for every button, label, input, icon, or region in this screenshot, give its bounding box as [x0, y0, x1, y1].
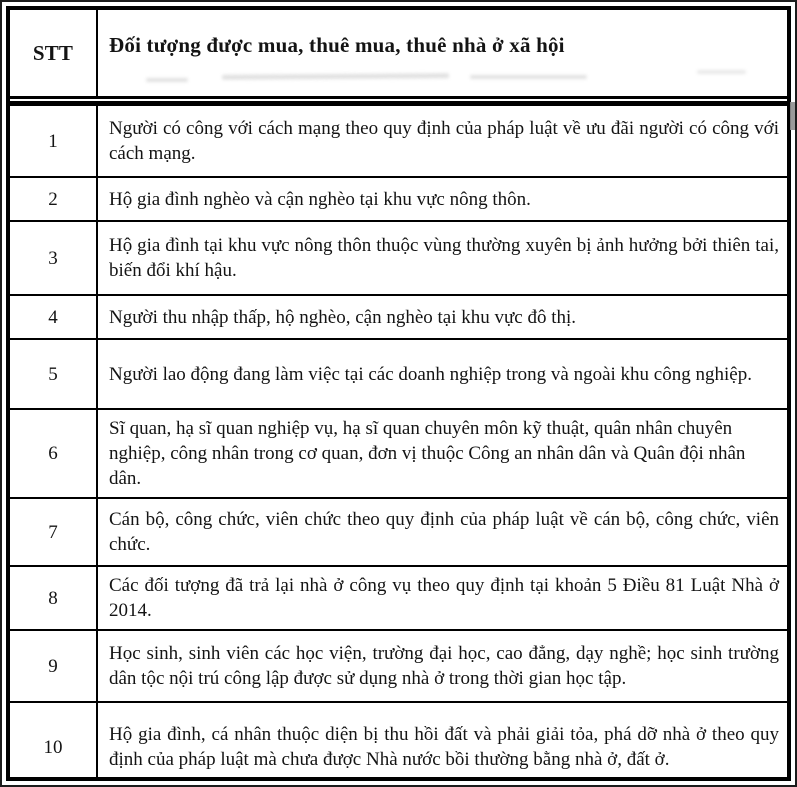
table-row [10, 294, 787, 338]
row-subject-text: Cán bộ, công chức, viên chức theo quy định của pháp luật về cán bộ, công chức, viên chức. [109, 509, 779, 555]
row-subject-cell [98, 567, 787, 629]
table-row [10, 176, 787, 220]
row-subject-text: Hộ gia đình nghèo và cận nghèo tại khu vực nông thôn. [109, 188, 531, 210]
header-stt-label: STT [32, 40, 74, 65]
table-row [10, 701, 787, 781]
row-number-cell [10, 410, 98, 497]
row-subject-cell [98, 296, 787, 338]
scan-artifact-notch [790, 102, 795, 130]
row-subject-text: Các đối tượng đã trả lại nhà ở công vụ theo quy định tại khoản 5 Điều 81 Luật Nhà ở 2014. [109, 575, 779, 621]
social-housing-eligibility-table [6, 6, 791, 781]
row-number: 9 [48, 655, 58, 677]
row-subject-text: Hộ gia đình tại khu vực nông thôn thuộc vùng thường xuyên bị ảnh hưởng bởi thiên tai, biến đổi khí hậu. [109, 235, 779, 281]
row-subject-cell [98, 703, 787, 781]
row-subject-text: Người lao động đang làm việc tại các doanh nghiệp trong và ngoài khu công nghiệp. [109, 363, 752, 385]
row-number: 1 [48, 130, 58, 152]
row-number: 5 [48, 363, 58, 385]
row-number: 6 [48, 443, 58, 464]
row-number-cell [10, 106, 98, 176]
table-row [10, 497, 787, 565]
row-number: 7 [48, 521, 58, 543]
row-number-cell [10, 178, 98, 220]
table-header-row [10, 10, 787, 104]
row-subject-text: Người thu nhập thấp, hộ nghèo, cận nghèo tại khu vực đô thị. [109, 306, 577, 328]
row-subject-text: Học sinh, sinh viên các học viện, trường đại học, cao đẳng, dạy nghề; học sinh trường dân tộc nội trú công lập được sử dụng nhà ở trong thời gian học tập. [109, 643, 779, 689]
row-subject-cell [98, 631, 787, 701]
row-number-cell [10, 340, 98, 408]
row-number-cell [10, 499, 98, 565]
table-row [10, 629, 787, 701]
table-row [10, 338, 787, 408]
row-number-cell [10, 296, 98, 338]
table-row [10, 565, 787, 629]
row-subject-text: Người có công với cách mạng theo quy định của pháp luật về ưu đãi người có công với cách mạng. [109, 118, 779, 164]
table-row [10, 220, 787, 294]
header-ghost-artifact [98, 66, 787, 88]
header-cell-stt [10, 10, 98, 96]
table-row [10, 104, 787, 176]
row-number: 2 [48, 188, 58, 210]
row-number-cell [10, 703, 98, 781]
row-subject-text: Sĩ quan, hạ sĩ quan nghiệp vụ, hạ sĩ quan chuyên môn kỹ thuật, quân nhân chuyên nghiệp, công nhân trong cơ quan, đơn vị thuộc Công an nhân dân và Quân đội nhân dân. [109, 418, 746, 489]
row-subject-cell [98, 340, 787, 408]
row-subject-cell [98, 222, 787, 294]
table-row [10, 408, 787, 497]
row-number-cell [10, 631, 98, 701]
row-number: 10 [43, 736, 63, 758]
row-subject-text: Hộ gia đình, cá nhân thuộc diện bị thu hồi đất và phải giải tỏa, phá dỡ nhà ở theo quy định của pháp luật mà chưa được Nhà nước bồi thường bằng nhà ở, đất ở. [109, 724, 779, 770]
row-subject-cell [98, 410, 787, 497]
row-number: 3 [48, 247, 58, 269]
row-number: 4 [48, 306, 58, 328]
row-number-cell [10, 222, 98, 294]
header-subject-label: Đối tượng được mua, thuê mua, thuê nhà ở xã hội [109, 32, 565, 57]
row-number: 8 [48, 587, 58, 609]
row-number-cell [10, 567, 98, 629]
row-subject-cell [98, 106, 787, 176]
row-subject-cell [98, 499, 787, 565]
row-subject-cell [98, 178, 787, 220]
header-cell-subject [98, 10, 787, 96]
